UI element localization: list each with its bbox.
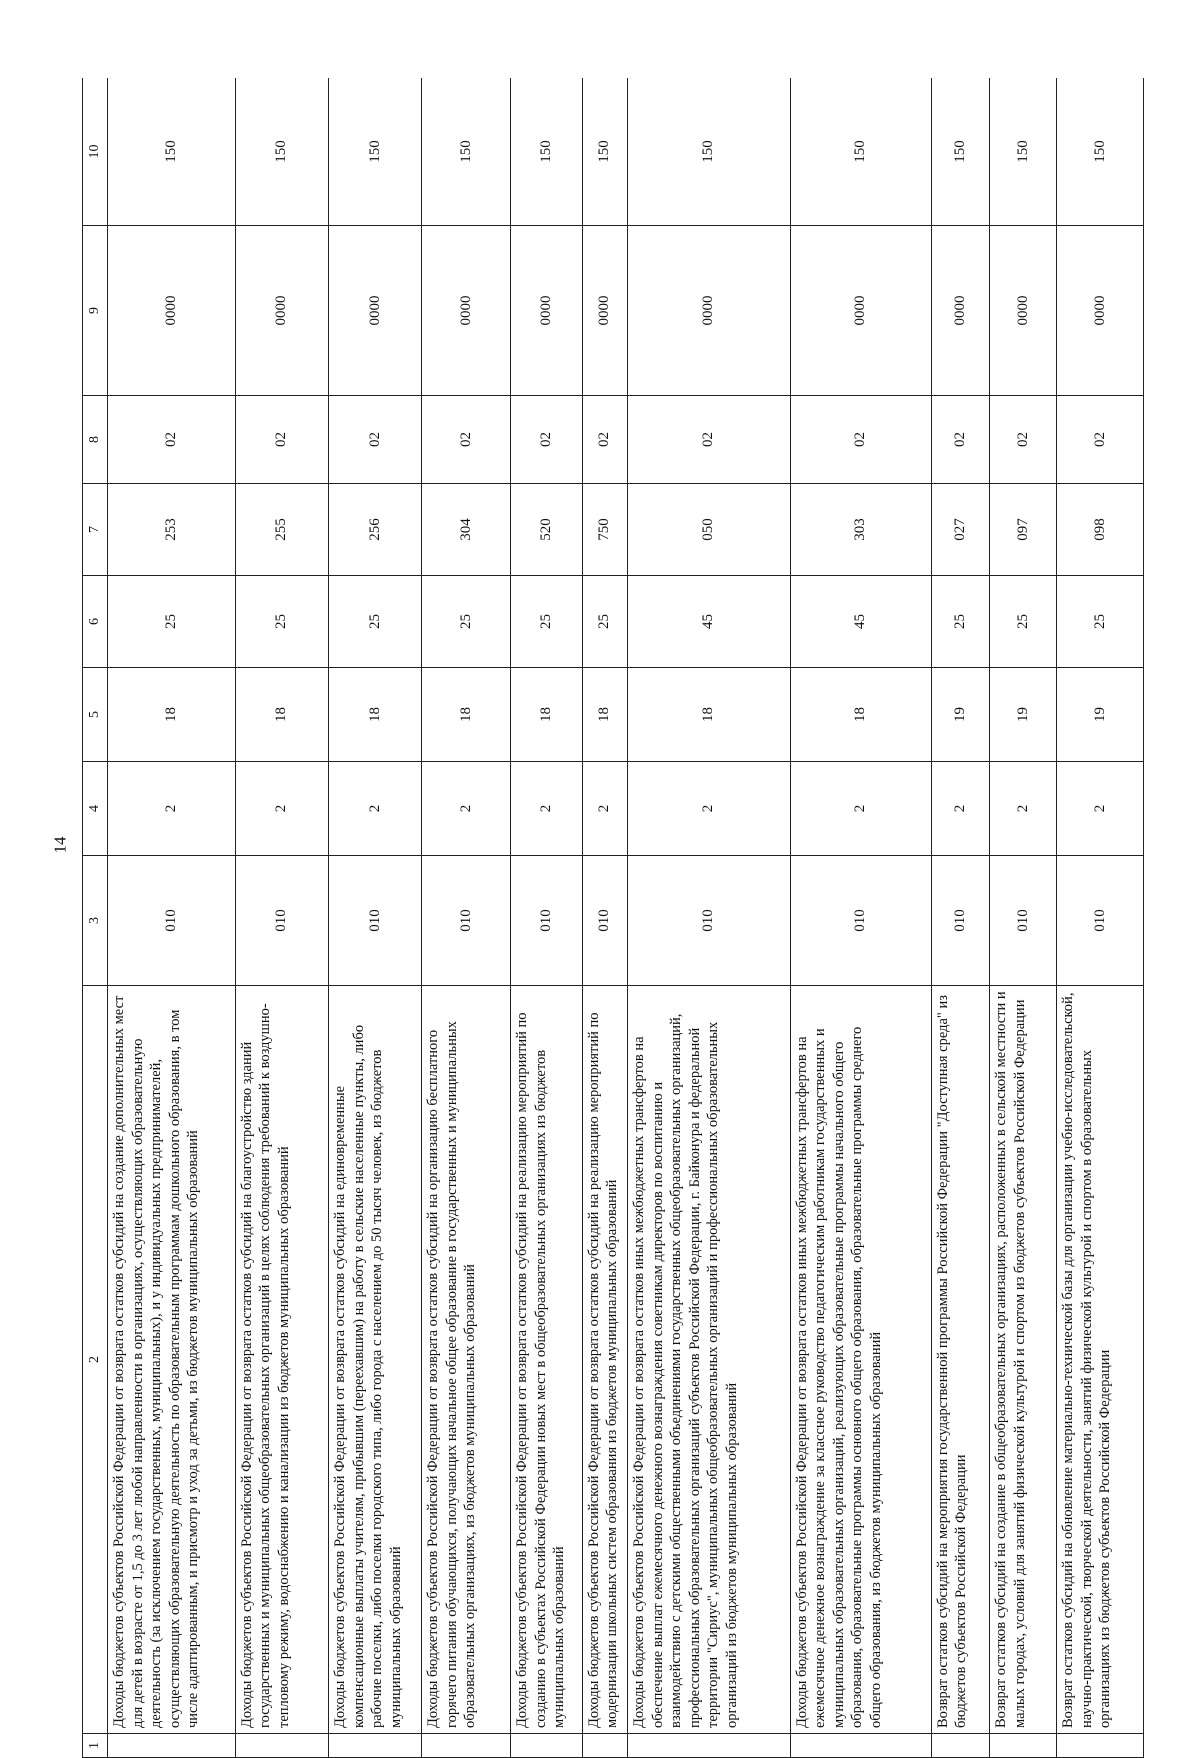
description-cell: Доходы бюджетов субъектов Российской Федерации от возврата остатков субсидий на реализацию мероприятий по созданию в субъектах Российской Федерации новых мест в общеобразовательных организациях из бюджетов муниципальных образований xyxy=(511,986,583,1734)
code-cell: 02 xyxy=(790,396,931,484)
code-cell: 0000 xyxy=(329,226,422,396)
description-cell: Доходы бюджетов субъектов Российской Федерации от возврата остатков субсидий на благоустройство зданий государственных и муниципальных общеобразовательных организаций в целях соблюдения требований к воздушно-тепловому режиму, водоснабжению и канализации из бюджетов муниципальных образований xyxy=(235,986,328,1734)
code-cell: 150 xyxy=(108,78,236,226)
code-cell: 010 xyxy=(422,856,511,986)
code-cell: 2 xyxy=(790,762,931,856)
code-cell: 45 xyxy=(790,576,931,668)
description-cell: Доходы бюджетов субъектов Российской Федерации от возврата остатков субсидий на организацию бесплатного горячего питания обучающихся, получающих начальное общее образование в государственных и муниципальных образовательных организациях, из бюджетов муниципальных образований xyxy=(422,986,511,1734)
header-cell: 3 xyxy=(83,856,108,986)
code-cell: 010 xyxy=(628,856,791,986)
description-cell: Доходы бюджетов субъектов Российской Федерации от возврата остатков субсидий на единовременные компенсационные выплаты учителям, прибывшим (переехавшим) на работу в сельские населенные пункты, либо рабочие поселки, либо поселки городского типа, либо города с населением до 50 тысяч человек, из бюджетов муниципальных образований xyxy=(329,986,422,1734)
code-cell: 010 xyxy=(931,856,990,986)
row-number-cell xyxy=(931,1734,990,1758)
code-cell: 010 xyxy=(329,856,422,986)
table-row xyxy=(235,78,328,1758)
code-cell: 253 xyxy=(108,484,236,576)
code-cell: 2 xyxy=(582,762,628,856)
header-cell: 5 xyxy=(83,668,108,762)
code-cell: 150 xyxy=(582,78,628,226)
code-cell: 150 xyxy=(329,78,422,226)
description-cell: Возврат остатков субсидий на мероприятия государственной программы Российской Федерации "Доступная среда" из бюджетов субъектов Российской Федерации xyxy=(931,986,990,1734)
code-cell: 2 xyxy=(108,762,236,856)
code-cell: 010 xyxy=(790,856,931,986)
table-row xyxy=(931,78,990,1758)
row-number-cell xyxy=(582,1734,628,1758)
code-cell: 25 xyxy=(990,576,1057,668)
code-cell: 25 xyxy=(329,576,422,668)
table-row xyxy=(422,78,511,1758)
code-cell: 25 xyxy=(235,576,328,668)
code-cell: 010 xyxy=(1057,856,1144,986)
table-row xyxy=(790,78,931,1758)
code-cell: 2 xyxy=(422,762,511,856)
code-cell: 303 xyxy=(790,484,931,576)
table-row xyxy=(1057,78,1144,1758)
description-cell: Доходы бюджетов субъектов Российской Федерации от возврата остатков иных межбюджетных трансфертов на ежемесячное денежное вознаграждение за классное руководство педагогическим работникам государственных и муниципальных образовательных организаций, реализующих образовательные программы начального общего образования, образовательные программы основного общего образования, образовательные программы среднего общего образования, из бюджетов муниципальных образований xyxy=(790,986,931,1734)
row-number-cell xyxy=(1057,1734,1144,1758)
code-cell: 0000 xyxy=(235,226,328,396)
code-cell: 02 xyxy=(990,396,1057,484)
row-number-cell xyxy=(790,1734,931,1758)
header-cell: 7 xyxy=(83,484,108,576)
header-cell: 6 xyxy=(83,576,108,668)
code-cell: 02 xyxy=(235,396,328,484)
code-cell: 2 xyxy=(511,762,583,856)
code-cell: 304 xyxy=(422,484,511,576)
code-cell: 02 xyxy=(1057,396,1144,484)
budget-codes-table xyxy=(82,78,1144,1758)
code-cell: 255 xyxy=(235,484,328,576)
header-cell: 9 xyxy=(83,226,108,396)
row-number-cell xyxy=(628,1734,791,1758)
code-cell: 18 xyxy=(790,668,931,762)
code-cell: 19 xyxy=(931,668,990,762)
code-cell: 010 xyxy=(235,856,328,986)
table-row xyxy=(511,78,583,1758)
code-cell: 19 xyxy=(990,668,1057,762)
code-cell: 0000 xyxy=(422,226,511,396)
table-row xyxy=(628,78,791,1758)
table-row xyxy=(329,78,422,1758)
code-cell: 02 xyxy=(931,396,990,484)
code-cell: 150 xyxy=(628,78,791,226)
table-row xyxy=(582,78,628,1758)
table-row xyxy=(990,78,1057,1758)
code-cell: 010 xyxy=(582,856,628,986)
code-cell: 18 xyxy=(235,668,328,762)
code-cell: 25 xyxy=(931,576,990,668)
row-number-cell xyxy=(990,1734,1057,1758)
code-cell: 02 xyxy=(422,396,511,484)
code-cell: 050 xyxy=(628,484,791,576)
code-cell: 027 xyxy=(931,484,990,576)
table-viewport xyxy=(82,78,1144,1758)
code-cell: 150 xyxy=(1057,78,1144,226)
row-number-cell xyxy=(329,1734,422,1758)
description-cell: Возврат остатков субсидий на создание в общеобразовательных организациях, расположенных в сельской местности и малых городах, условий для занятий физической культурой и спортом из бюджетов субъектов Российской Федерации xyxy=(990,986,1057,1734)
header-cell: 2 xyxy=(83,986,108,1734)
code-cell: 256 xyxy=(329,484,422,576)
code-cell: 0000 xyxy=(990,226,1057,396)
code-cell: 0000 xyxy=(108,226,236,396)
description-cell: Возврат остатков субсидий на обновление материально-технической базы для организации учебно-исследовательской, научно-практической, творческой деятельности, занятий физической культурой и спортом в образовательных организациях из бюджетов субъектов Российской Федерации xyxy=(1057,986,1144,1734)
code-cell: 0000 xyxy=(628,226,791,396)
row-number-cell xyxy=(235,1734,328,1758)
description-cell: Доходы бюджетов субъектов Российской Федерации от возврата остатков субсидий на создание дополнительных мест для детей в возрасте от 1,5 до 3 лет любой направленности в организациях, осуществляющих образовательную деятельность (за исключением государственных, муниципальных), и у индивидуальных предпринимателей, осуществляющих образовательную деятельность по образовательным программам дошкольного образования, в том числе адаптированным, и присмотр и уход за детьми, из бюджетов муниципальных образований xyxy=(108,986,236,1734)
code-cell: 150 xyxy=(790,78,931,226)
code-cell: 19 xyxy=(1057,668,1144,762)
code-cell: 150 xyxy=(235,78,328,226)
code-cell: 2 xyxy=(1057,762,1144,856)
code-cell: 02 xyxy=(582,396,628,484)
code-cell: 2 xyxy=(931,762,990,856)
code-cell: 2 xyxy=(329,762,422,856)
table-row xyxy=(108,78,236,1758)
description-cell: Доходы бюджетов субъектов Российской Федерации от возврата остатков иных межбюджетных трансфертов на обеспечение выплат ежемесячного денежного вознаграждения советникам директоров по воспитанию и взаимодействию с детскими общественными объединениями государственных общеобразовательных организаций, профессиональных образовательных организаций субъектов Российской Федерации, г. Байконура и федеральной территории "Сириус", муниципальных общеобразовательных организаций и профессиональных образовательных организаций из бюджетов муниципальных образований xyxy=(628,986,791,1734)
rotated-table-wrapper xyxy=(82,78,1144,1758)
code-cell: 098 xyxy=(1057,484,1144,576)
code-cell: 18 xyxy=(422,668,511,762)
description-cell: Доходы бюджетов субъектов Российской Федерации от возврата остатков субсидий на реализацию мероприятий по модернизации школьных систем образования из бюджетов муниципальных образований xyxy=(582,986,628,1734)
code-cell: 750 xyxy=(582,484,628,576)
code-cell: 0000 xyxy=(511,226,583,396)
code-cell: 18 xyxy=(108,668,236,762)
code-cell: 02 xyxy=(108,396,236,484)
page-number: 14 xyxy=(50,836,70,854)
code-cell: 45 xyxy=(628,576,791,668)
code-cell: 0000 xyxy=(790,226,931,396)
header-cell: 1 xyxy=(83,1734,108,1758)
row-number-cell xyxy=(108,1734,236,1758)
code-cell: 0000 xyxy=(582,226,628,396)
code-cell: 150 xyxy=(422,78,511,226)
header-cell: 4 xyxy=(83,762,108,856)
header-cell: 10 xyxy=(83,78,108,226)
code-cell: 25 xyxy=(511,576,583,668)
code-cell: 150 xyxy=(931,78,990,226)
header-row xyxy=(83,78,108,1758)
code-cell: 150 xyxy=(990,78,1057,226)
code-cell: 25 xyxy=(1057,576,1144,668)
code-cell: 520 xyxy=(511,484,583,576)
code-cell: 18 xyxy=(329,668,422,762)
code-cell: 2 xyxy=(990,762,1057,856)
row-number-cell xyxy=(422,1734,511,1758)
code-cell: 010 xyxy=(511,856,583,986)
header-cell: 8 xyxy=(83,396,108,484)
code-cell: 18 xyxy=(582,668,628,762)
code-cell: 02 xyxy=(628,396,791,484)
code-cell: 02 xyxy=(511,396,583,484)
code-cell: 2 xyxy=(235,762,328,856)
code-cell: 25 xyxy=(422,576,511,668)
code-cell: 097 xyxy=(990,484,1057,576)
code-cell: 010 xyxy=(990,856,1057,986)
code-cell: 25 xyxy=(582,576,628,668)
code-cell: 25 xyxy=(108,576,236,668)
code-cell: 2 xyxy=(628,762,791,856)
code-cell: 18 xyxy=(511,668,583,762)
code-cell: 18 xyxy=(628,668,791,762)
table-body xyxy=(108,78,1144,1758)
code-cell: 150 xyxy=(511,78,583,226)
row-number-cell xyxy=(511,1734,583,1758)
code-cell: 0000 xyxy=(931,226,990,396)
code-cell: 0000 xyxy=(1057,226,1144,396)
code-cell: 02 xyxy=(329,396,422,484)
code-cell: 010 xyxy=(108,856,236,986)
